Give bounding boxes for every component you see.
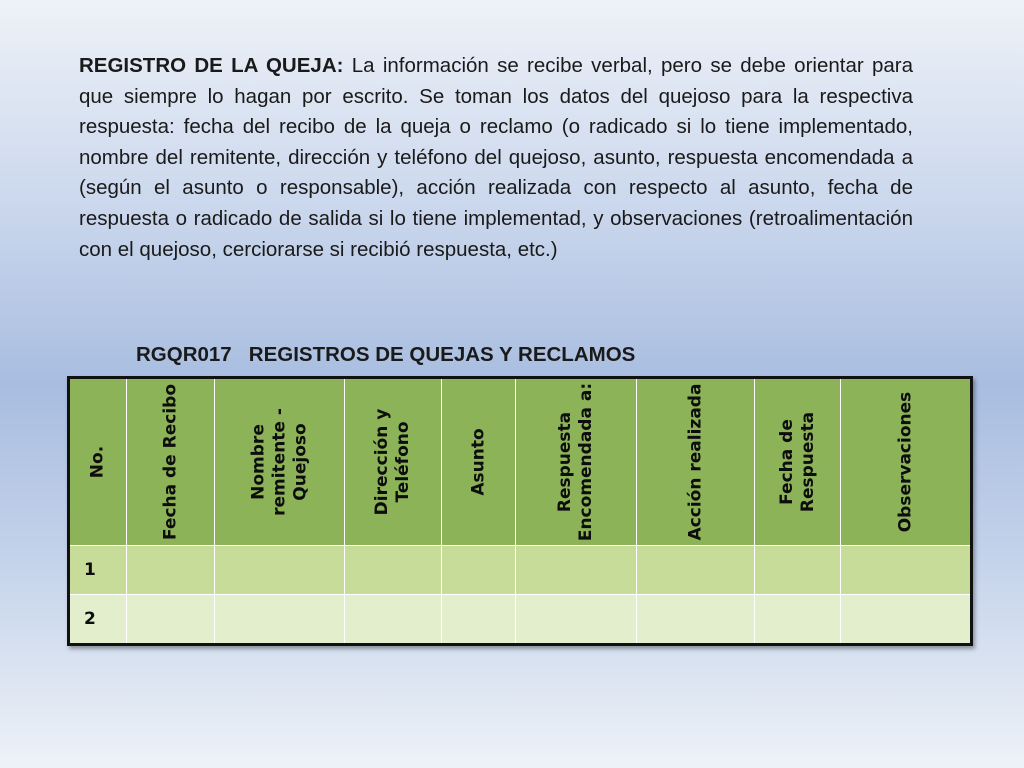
table-cell[interactable] xyxy=(127,546,215,595)
table-cell[interactable] xyxy=(516,595,637,645)
row-number: 2 xyxy=(69,595,127,645)
table-cell[interactable] xyxy=(841,546,972,595)
table-row xyxy=(69,546,972,595)
table-title: RGQR017 REGISTROS DE QUEJAS Y RECLAMOS xyxy=(136,343,636,366)
row-number: 1 xyxy=(69,546,127,595)
table-cell[interactable] xyxy=(442,595,516,645)
table-row xyxy=(69,595,972,645)
header-accion-realizada: Acción realizada xyxy=(637,378,755,546)
paragraph-lead: REGISTRO DE LA QUEJA: xyxy=(79,54,344,77)
table-cell[interactable] xyxy=(637,546,755,595)
table-cell[interactable] xyxy=(345,595,442,645)
header-observaciones: Observaciones xyxy=(841,378,972,546)
table-cell[interactable] xyxy=(215,595,345,645)
table-cell[interactable] xyxy=(442,546,516,595)
description-paragraph xyxy=(79,51,913,265)
header-asunto: Asunto xyxy=(442,378,516,546)
table-cell[interactable] xyxy=(345,546,442,595)
table-cell[interactable] xyxy=(755,595,841,645)
table-cell[interactable] xyxy=(516,546,637,595)
header-respuesta-encomendada: Respuesta Encomendada a: xyxy=(516,378,637,546)
paragraph-body: La información se recibe verbal, pero se debe orientar para que siempre lo hagan por escrito. Se toman los datos del quejoso para la respectiva respuesta: fecha del recibo de la queja o reclamo (o radicado si lo tiene implementado, nombre del remitente, dirección y teléfono del quejoso, asunto, respuesta encomendada a (según el asunto o responsable), acción realizada con respecto al asunto, fecha de respuesta o radicado de salida si lo tiene implementad, y observaciones (retroalimentación con el quejoso, cerciorarse si recibió respuesta, etc.) xyxy=(79,54,913,261)
header-direccion-telefono: Dirección y Teléfono xyxy=(345,378,442,546)
header-fecha-respuesta: Fecha de Respuesta xyxy=(755,378,841,546)
complaints-register-table xyxy=(67,376,973,646)
header-no: No. xyxy=(69,378,127,546)
table-cell[interactable] xyxy=(841,595,972,645)
table-cell[interactable] xyxy=(755,546,841,595)
header-fecha-recibo: Fecha de Recibo xyxy=(127,378,215,546)
header-nombre-remitente: Nombre remitente - Quejoso xyxy=(215,378,345,546)
table-cell[interactable] xyxy=(637,595,755,645)
table-cell[interactable] xyxy=(215,546,345,595)
table-header-row xyxy=(69,378,972,546)
table-cell[interactable] xyxy=(127,595,215,645)
